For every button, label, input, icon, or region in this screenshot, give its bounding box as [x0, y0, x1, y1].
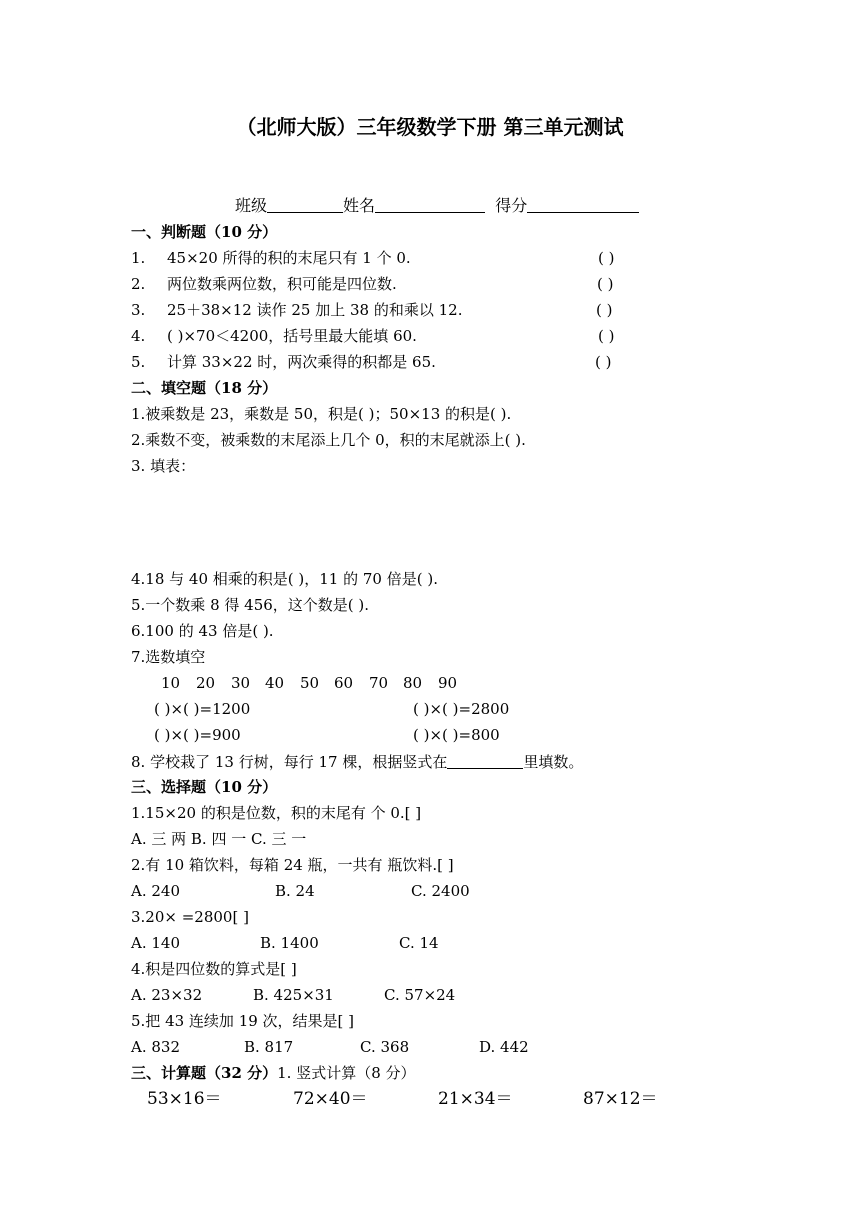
- judge-item-paren[interactable]: ( ): [598, 327, 615, 345]
- number-choice: 70: [369, 674, 389, 692]
- judge-item-number: 2.: [131, 275, 146, 293]
- choice-option: B. 817: [244, 1038, 294, 1056]
- fill-question-4: 4.18 与 40 相乘的积是( )，11 的 70 倍是( ).: [131, 570, 438, 588]
- choice-question-1: 1.15×20 的积是位数，积的末尾有 个 0.[ ]: [131, 804, 422, 822]
- section4-heading-line: [131, 1066, 416, 1081]
- answer-blank[interactable]: [447, 754, 523, 769]
- choice-option: B. 1400: [260, 934, 319, 952]
- judge-item-paren[interactable]: ( ): [597, 275, 614, 293]
- fill-question-3: 3. 填表：: [131, 457, 196, 475]
- choice-option: A. 140: [131, 934, 180, 952]
- number-choice: 80: [403, 674, 423, 692]
- choice-options-1: A. 三 两 B. 四 一 C. 三 一: [131, 830, 307, 848]
- choice-option: B. 425×31: [253, 986, 334, 1004]
- fill-question-8: [131, 754, 583, 770]
- section4-heading: 三、计算题（32 分）: [131, 1064, 278, 1082]
- number-choice: 60: [334, 674, 354, 692]
- class-blank[interactable]: [267, 198, 343, 213]
- choice-question-4: 4.积是四位数的算式是[ ]: [131, 960, 297, 978]
- judge-item-text: 两位数乘两位数，积可能是四位数.: [167, 275, 397, 293]
- number-choice: 50: [300, 674, 320, 692]
- number-choice: 10: [161, 674, 181, 692]
- choice-option: C. 368: [360, 1038, 410, 1056]
- number-choice: 40: [265, 674, 285, 692]
- judge-item-text: 计算 33×22 时，两次乘得的积都是 65.: [167, 353, 436, 371]
- section3-heading: 三、选择题（10 分）: [131, 778, 278, 796]
- judge-item-paren[interactable]: ( ): [595, 353, 612, 371]
- number-choice: 30: [231, 674, 251, 692]
- judge-item-paren[interactable]: ( ): [598, 249, 615, 267]
- choice-option: A. 23×32: [131, 986, 203, 1004]
- class-label: 班级: [235, 196, 268, 215]
- fill-question-7: 7.选数填空: [131, 648, 206, 666]
- choice-question-2: 2.有 10 箱饮料，每箱 24 瓶，一共有 瓶饮料.[ ]: [131, 856, 454, 874]
- judge-item-text: 45×20 所得的积的末尾只有 1 个 0.: [167, 249, 411, 267]
- judge-item-number: 5.: [131, 353, 146, 371]
- fill-equation: ( )×( )=800: [413, 726, 500, 744]
- judge-item-paren[interactable]: ( ): [596, 301, 613, 319]
- score-blank[interactable]: [527, 198, 639, 213]
- fill-question-1: 1.被乘数是 23，乘数是 50，积是( )；50×13 的积是( ).: [131, 405, 512, 423]
- calc-expression: 87×12＝: [583, 1089, 658, 1109]
- score-label: 得分: [495, 196, 528, 215]
- fill-question-8-tail: 里填数。: [523, 753, 584, 771]
- choice-question-5: 5.把 43 连续加 19 次，结果是[ ]: [131, 1012, 355, 1030]
- judge-item-text: 25＋38×12 读作 25 加上 38 的和乘以 12.: [167, 301, 463, 319]
- student-info-line: [235, 198, 639, 214]
- choice-option: D. 442: [479, 1038, 529, 1056]
- judge-item-number: 1.: [131, 249, 146, 267]
- choice-option: C. 2400: [411, 882, 470, 900]
- calc-expression: 21×34＝: [438, 1089, 513, 1109]
- page-title: （北师大版）三年级数学下册 第三单元测试: [236, 115, 624, 139]
- judge-item-number: 3.: [131, 301, 146, 319]
- name-blank[interactable]: [375, 198, 485, 213]
- fill-equation: ( )×( )=900: [154, 726, 241, 744]
- choice-option: B. 24: [275, 882, 315, 900]
- fill-question-8-text: 8. 学校栽了 13 行树，每行 17 棵，根据竖式在: [131, 753, 448, 771]
- section4-subheading: 1. 竖式计算（8 分）: [277, 1064, 416, 1082]
- judge-item-number: 4.: [131, 327, 146, 345]
- number-choice: 90: [438, 674, 458, 692]
- fill-question-2: 2.乘数不变，被乘数的末尾添上几个 0，积的末尾就添上( ).: [131, 431, 526, 449]
- fill-question-6: 6.100 的 43 倍是( ).: [131, 622, 274, 640]
- choice-option: C. 14: [399, 934, 439, 952]
- fill-equation: ( )×( )=1200: [154, 700, 251, 718]
- choice-option: C. 57×24: [384, 986, 456, 1004]
- number-choice: 20: [196, 674, 216, 692]
- fill-equation: ( )×( )=2800: [413, 700, 510, 718]
- calc-expression: 72×40＝: [293, 1089, 368, 1109]
- choice-question-3: 3.20× =2800[ ]: [131, 908, 249, 926]
- fill-question-5: 5.一个数乘 8 得 456，这个数是( ).: [131, 596, 370, 614]
- choice-option: A. 832: [131, 1038, 180, 1056]
- calc-expression: 53×16＝: [147, 1089, 222, 1109]
- choice-option: A. 240: [131, 882, 180, 900]
- name-label: 姓名: [343, 196, 376, 215]
- section1-heading: 一、判断题（10 分）: [131, 223, 278, 241]
- judge-item-text: ( )×70＜4200，括号里最大能填 60.: [167, 327, 417, 345]
- section2-heading: 二、填空题（18 分）: [131, 379, 278, 397]
